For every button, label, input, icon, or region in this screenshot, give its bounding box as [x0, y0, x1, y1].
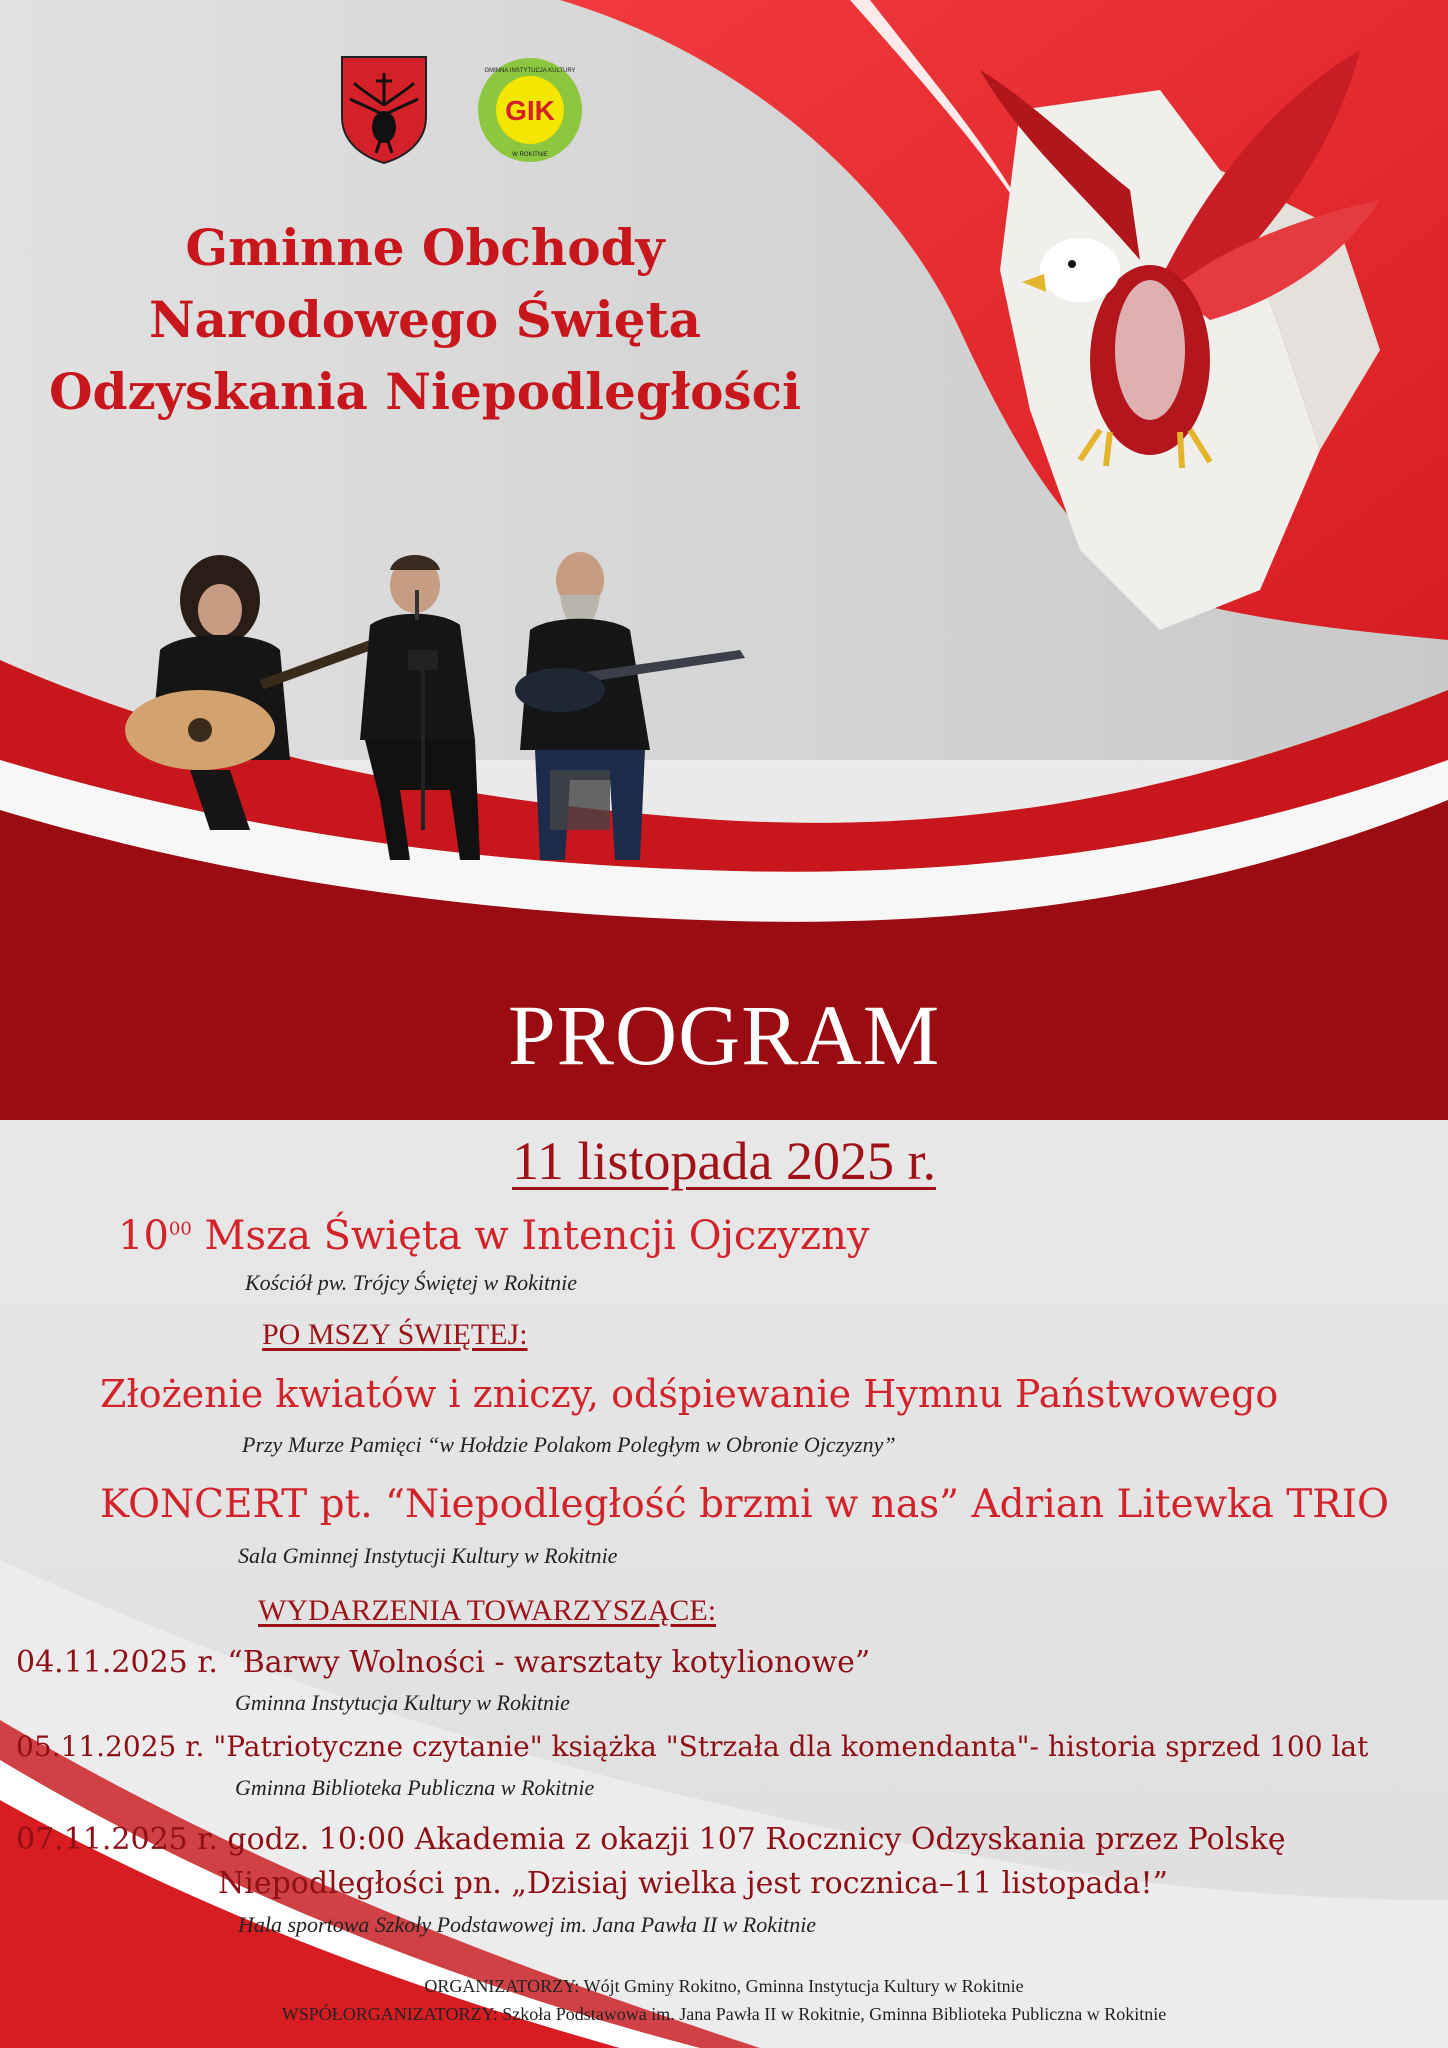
- side-event-3-place: Hala sportowa Szkoły Podstawowej im. Jana Pawła II w Rokitnie: [238, 1912, 817, 1937]
- side-event-1-place: Gminna Instytucja Kultury w Rokitnie: [235, 1690, 570, 1715]
- gik-logo: [476, 56, 584, 164]
- event-date: 11 listopada 2025 r.: [512, 1131, 936, 1191]
- side-event-3-subtitle: Niepodległości pn. „Dzisiaj wielka jest rocznica–11 listopada!”: [218, 1866, 1168, 1901]
- concert-title: KONCERT pt. “Niepodległość brzmi w nas” Adrian Litewka TRIO: [100, 1482, 1389, 1527]
- organizers-text: ORGANIZATORZY: Wójt Gminy Rokitno, Gminna Instytucja Kultury w Rokitnie: [424, 1976, 1024, 1996]
- gik-logo-icon: [476, 56, 584, 164]
- coorganizers-text: WSPÓŁORGANIZATORZY: Szkoła Podstawowa im. Jana Pawła II w Rokitnie, Gminna Biblioteka Publiczna w Rokitnie: [281, 2004, 1167, 2024]
- side-events-label: WYDARZENIA TOWARZYSZĄCE:: [258, 1594, 717, 1627]
- eagle-illustration-icon: [960, 30, 1400, 650]
- gik-logo-text: GIK: [505, 95, 555, 126]
- event-title: [20, 212, 830, 428]
- crest-logo-icon: [340, 55, 428, 165]
- mass-place: Kościół pw. Trójcy Świętej w Rokitnie: [245, 1270, 578, 1295]
- mass-event-title: [118, 1213, 869, 1259]
- side-event-2-title: 05.11.2025 r. "Patriotyczne czytanie" książka "Strzała dla komendanta"- historia sprzed 100 lat: [16, 1730, 1369, 1763]
- flowers-place: Przy Murze Pamięci “w Hołdzie Polakom Poległym w Obronie Ojczyzny”: [242, 1432, 896, 1457]
- gik-bottom-text: W ROKITNIE: [512, 152, 548, 158]
- gik-ring-text: GMINNA INSTYTUCJA KULTURY: [484, 68, 576, 74]
- mass-minutes: 00: [168, 1218, 192, 1240]
- flowers-title: Złożenie kwiatów i zniczy, odśpiewanie Hymnu Państwowego: [100, 1372, 1279, 1416]
- program-heading: PROGRAM: [507, 987, 941, 1083]
- side-event-2-place: Gminna Biblioteka Publiczna w Rokitnie: [235, 1775, 595, 1800]
- concert-place: Sala Gminnej Instytucji Kultury w Rokitnie: [238, 1543, 618, 1568]
- mass-hour: 10: [118, 1213, 169, 1259]
- title-line-2: Narodowego Święta: [148, 290, 702, 349]
- title-line-1: Gminne Obchody: [185, 218, 665, 277]
- side-event-1-title: 04.11.2025 r. “Barwy Wolności - warsztaty kotylionowe”: [16, 1645, 871, 1680]
- mass-title: Msza Święta w Intencji Ojczyzny: [204, 1213, 870, 1259]
- title-line-3: Odzyskania Niepodległości: [48, 362, 802, 421]
- musicians-photo-icon: [90, 540, 770, 870]
- side-event-3-title: 07.11.2025 r. godz. 10:00 Akademia z okazji 107 Rocznicy Odzyskania przez Polskę: [16, 1822, 1286, 1857]
- after-mass-label: PO MSZY ŚWIĘTEJ:: [262, 1318, 528, 1351]
